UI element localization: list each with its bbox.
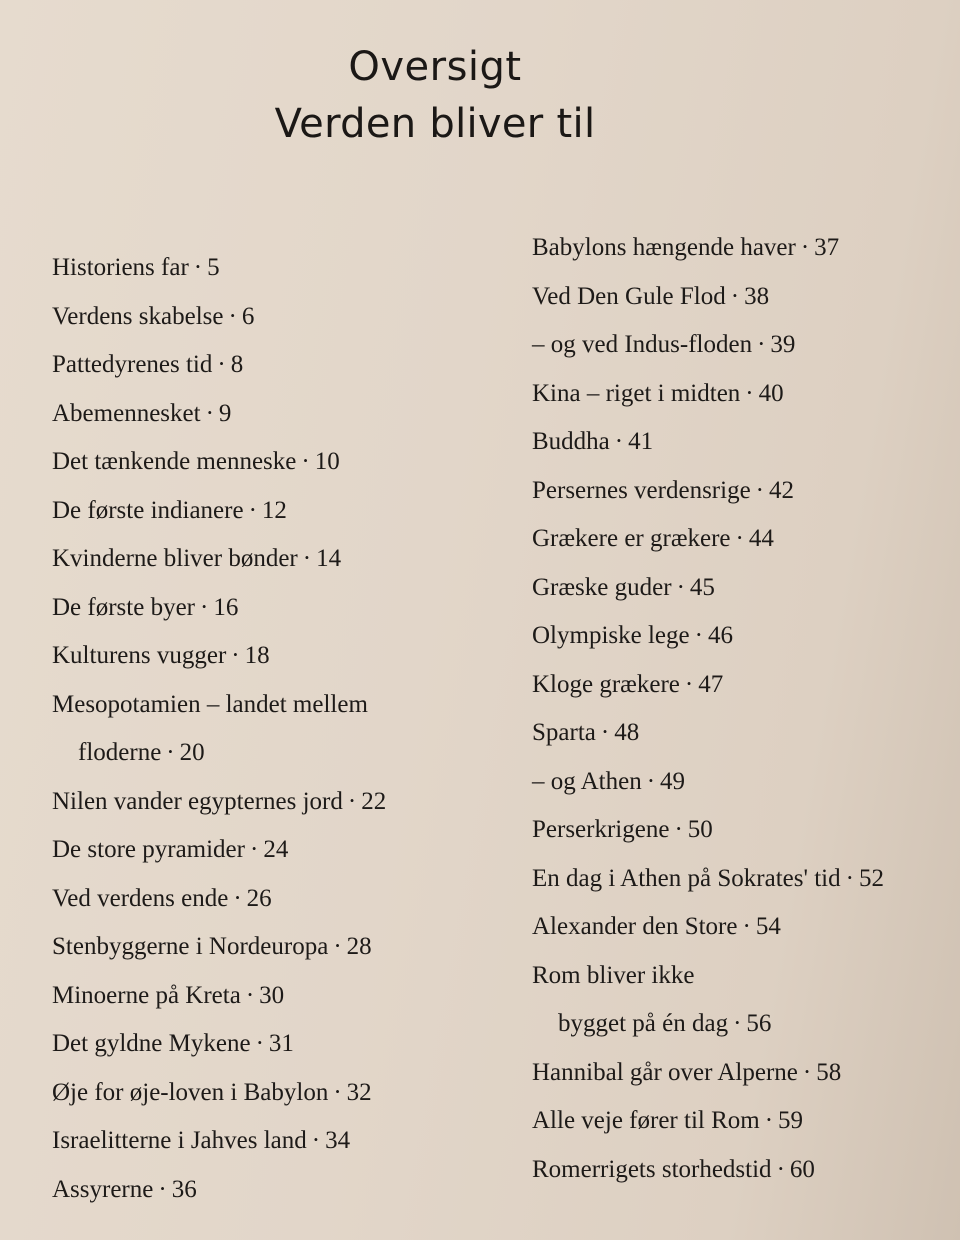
toc-page-number: 52 [858,864,884,892]
toc-page-number: 47 [698,670,724,698]
toc-entry [532,952,942,1001]
toc-page-number: 31 [268,1030,294,1057]
toc-page-number: 12 [261,496,287,524]
toc-separator: · [333,933,342,960]
toc-page-number: 42 [769,476,794,504]
toc-separator: · [255,1030,264,1057]
toc-separator: · [776,1155,785,1183]
toc-entry [532,467,942,516]
toc-entry-title: Alle veje fører til Rom [532,1107,760,1134]
toc-entry [532,612,942,661]
toc-separator: · [694,622,703,649]
toc-separator: · [733,1010,742,1037]
toc-entry-title: Romerrigets storhedstid [532,1155,772,1183]
toc-separator: · [614,428,624,455]
toc-entry-title: De store pyramider [52,836,245,863]
toc-page-number: 10 [314,448,340,475]
toc-entry [532,321,942,370]
toc-entry-title: Olympiske lege [532,622,690,649]
toc-entry-title: Abemennesket [52,399,201,427]
toc-page-number: 46 [707,622,733,649]
toc-page-number: 36 [171,1175,197,1203]
toc-entry [52,1117,472,1166]
toc-entry-title: Sparta [532,719,596,746]
toc-entry [52,244,472,293]
toc-page-number: 8 [230,351,244,378]
toc-page-number: 6 [241,302,255,330]
toc-separator: · [600,719,610,746]
toc-entry-title: Alexander den Store [532,913,738,940]
toc-entry-title: Pattedyrenes tid [52,351,213,378]
toc-separator: · [233,884,242,912]
toc-separator: · [802,1058,812,1086]
toc-entry-title: Det tænkende menneske [52,448,297,475]
toc-separator: · [745,379,754,407]
toc-entry-title-cont: floderne [78,739,162,766]
toc-separator: · [800,234,810,261]
toc-entry [52,293,472,342]
toc-page-number: 44 [748,525,774,552]
toc-separator: · [735,525,744,552]
toc-separator: · [231,642,240,669]
toc-page-number: 54 [755,913,781,940]
toc-entry [52,487,472,536]
toc-entry [532,418,942,467]
toc-separator: · [646,767,656,795]
toc-entry-title: Assyrerne [52,1175,154,1203]
toc-separator: · [302,545,312,572]
toc-entry [52,778,472,827]
toc-separator: · [311,1127,321,1154]
toc-page-number: 5 [207,254,220,281]
toc-separator: · [742,913,751,940]
toc-page-number: 45 [689,573,715,601]
toc-page-number: 59 [778,1107,804,1134]
toc-page-number: 60 [789,1155,815,1183]
toc-entry-title: Babylons hængende haver [532,234,796,261]
toc-page-number: 22 [361,787,387,815]
toc-page-number: 34 [325,1127,351,1154]
toc-entry-title: Verdens skabelse [52,302,224,330]
toc-entry [52,632,472,681]
toc-entry [52,1020,472,1069]
toc-page-number: 9 [218,399,232,427]
toc-entry [52,875,472,924]
toc-entry-title: Ved verdens ende [52,884,229,912]
toc-page-number: 56 [746,1010,772,1037]
toc-separator: · [248,496,257,524]
toc-entry [532,903,942,952]
toc-entry-title: Hannibal går over Alperne [532,1058,798,1086]
toc-page-number: 30 [259,981,285,1009]
toc-entry [532,515,942,564]
toc-page-number: 20 [179,739,205,766]
toc-page-number: 48 [614,719,640,746]
toc-entry-title: En dag i Athen på Sokrates' tid [532,864,841,892]
toc-entry-title-cont: bygget på én dag [558,1010,729,1037]
toc-page-number: 50 [687,816,713,843]
page-header [0,40,870,154]
toc-separator: · [730,282,740,310]
toc-entry [532,370,942,419]
toc-page-number: 58 [816,1058,842,1086]
toc-entry [532,224,942,273]
toc-page-number: 37 [814,234,840,261]
toc-right-column [532,224,942,1194]
toc-separator: · [158,1175,167,1203]
toc-page-number: 16 [213,593,239,621]
toc-entry [532,564,942,613]
page-subtitle: Verden bliver til [274,101,596,147]
toc-entry-title: – og ved Indus-floden [532,331,753,358]
toc-entry-title: Grækere er grækere [532,525,731,552]
toc-entry-title: Kina – riget i midten [532,379,741,407]
toc-separator: · [333,1078,342,1106]
toc-separator: · [166,739,175,766]
toc-separator: · [217,351,226,378]
toc-page-number: 24 [263,836,289,863]
toc-entry [52,535,472,584]
toc-entry-title: Kloge grækere [532,670,680,698]
toc-entry [532,758,942,807]
toc-entry [52,681,472,730]
toc-separator: · [845,864,854,892]
toc-entry [52,826,472,875]
toc-entry [52,972,472,1021]
toc-page-number: 18 [244,642,270,669]
toc-entry-continuation [52,729,472,778]
toc-entry [52,390,472,439]
toc-entry-title: Rom bliver ikke [532,961,695,989]
toc-entry-title: Minoerne på Kreta [52,981,241,1009]
toc-entry [532,709,942,758]
toc-separator: · [764,1107,774,1134]
toc-entry-title: Buddha [532,428,610,455]
toc-left-column [52,244,472,1214]
toc-entry-title: Det gyldne Mykene [52,1030,251,1057]
toc-separator: · [684,670,694,698]
toc-entry [532,1049,942,1098]
toc-separator: · [205,399,214,427]
toc-entry [52,584,472,633]
toc-entry-title: Nilen vander egypternes jord [52,787,343,815]
toc-page-number: 32 [346,1078,372,1106]
toc-entry [532,855,942,904]
toc-entry-title: Perserkrigene [532,816,670,843]
toc-entry-title: Ved Den Gule Flod [532,282,726,310]
toc-separator: · [193,254,203,281]
toc-entry-title: Græske guder [532,573,672,601]
page-title: Oversigt [348,44,522,90]
toc-entry [532,806,942,855]
toc-separator: · [674,816,683,843]
toc-entry-continuation [532,1000,942,1049]
toc-entry-title: Kulturens vugger [52,642,227,669]
toc-page-number: 28 [346,933,372,960]
toc-page-number: 26 [246,884,272,912]
toc-entry [52,1069,472,1118]
toc-entry [532,1146,942,1195]
toc-page-number: 14 [316,545,342,572]
toc-separator: · [755,476,764,504]
toc-entry [52,341,472,390]
toc-separator: · [228,302,237,330]
toc-entry-title: Historiens far [52,254,189,281]
toc-separator: · [301,448,310,475]
toc-entry-title: De første indianere [52,496,244,524]
toc-entry [532,1097,942,1146]
toc-entry [52,1166,472,1215]
toc-entry [532,273,942,322]
toc-page-number: 40 [758,379,784,407]
toc-entry-title: – og Athen [532,767,642,795]
toc-entry-title: Israelitterne i Jahves land [52,1127,307,1154]
toc-entry [532,661,942,710]
toc-page-number: 38 [744,282,770,310]
toc-separator: · [347,787,357,815]
toc-entry [52,438,472,487]
toc-separator: · [676,573,685,601]
toc-page-number: 39 [770,331,796,358]
toc-entry-title: Øje for øje-loven i Babylon [52,1078,329,1106]
toc-entry-title: Mesopotamien – landet mellem [52,690,368,718]
toc-page-number: 49 [660,767,686,795]
toc-separator: · [757,331,766,358]
toc-entry [52,923,472,972]
toc-separator: · [200,593,209,621]
toc-entry-title: Stenbyggerne i Nordeuropa [52,933,329,960]
toc-separator: · [249,836,259,863]
toc-entry-title: Persernes verdensrige [532,476,751,504]
toc-page-number: 41 [628,428,654,455]
toc-entry-title: De første byer [52,593,195,621]
toc-entry-title: Kvinderne bliver bønder [52,545,298,572]
toc-separator: · [245,981,255,1009]
